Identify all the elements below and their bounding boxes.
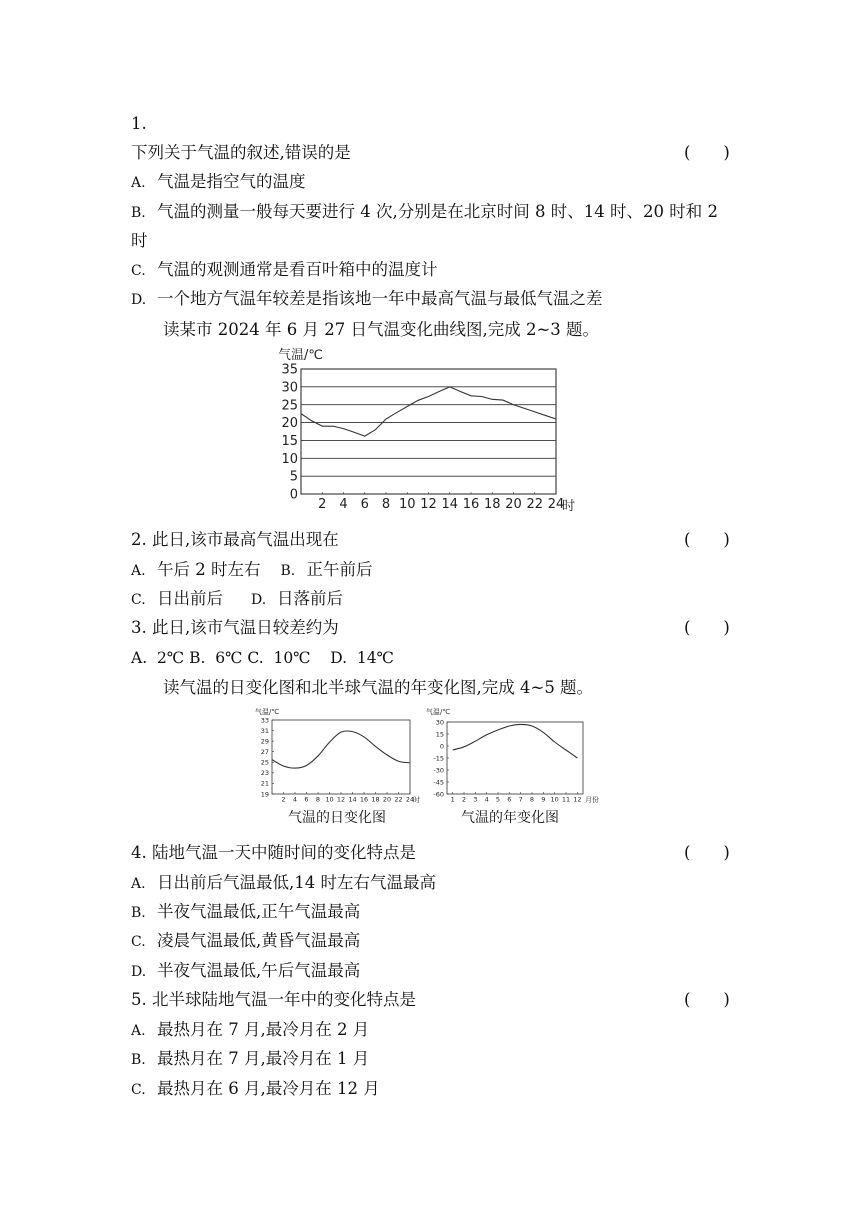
question-4-option-a: A. 日出前后气温最低,14 时左右气温最高: [131, 873, 436, 892]
x-tick-label: 8: [315, 795, 321, 804]
y-tick-label: 35: [281, 362, 298, 378]
question-1-option-b: B. 气温的测量一般每天要进行 4 次,分别是在北京时间 8 时、14 时、20 时和 2: [131, 202, 718, 221]
question-1-option-b-continuation: 时: [131, 231, 148, 250]
y-tick-label: 21: [260, 779, 269, 788]
x-tick-label: 10: [550, 795, 559, 804]
x-tick-label: 12: [420, 497, 437, 512]
x-tick-label: 5: [495, 795, 501, 804]
y-tick-label: 27: [260, 747, 269, 756]
question-4-option-b: B. 半夜气温最低,正午气温最高: [131, 902, 361, 921]
y-axis-label: 气温/℃: [278, 348, 323, 363]
x-tick-label: 20: [505, 497, 522, 512]
y-axis-label: 气温/℃: [255, 708, 280, 716]
x-tick-label: 24: [547, 497, 565, 512]
x-tick-label: 20: [382, 795, 392, 804]
question-1-number: 1.: [131, 114, 147, 133]
x-axis-label: 时: [413, 796, 420, 804]
x-tick-label: 1: [450, 795, 455, 804]
y-tick-label: 20: [281, 416, 298, 432]
x-tick-label: 14: [441, 497, 459, 512]
y-tick-label: -45: [433, 778, 444, 787]
y-tick-label: -15: [433, 754, 444, 763]
y-tick-label: 10: [281, 451, 298, 467]
y-tick-label: 25: [281, 398, 298, 414]
question-5-stem: 5. 北半球陆地气温一年中的变化特点是: [131, 990, 416, 1009]
x-tick-label: 2: [281, 795, 286, 804]
plot-frame: [447, 722, 583, 794]
temperature-line: [453, 724, 578, 758]
y-tick-label: 31: [260, 726, 269, 735]
x-tick-label: 6: [304, 795, 309, 804]
question-5-option-a: A. 最热月在 7 月,最冷月在 2 月: [131, 1020, 370, 1039]
y-tick-label: -30: [433, 766, 444, 775]
daily-temperature-chart: [270, 342, 590, 517]
x-tick-label: 9: [541, 795, 546, 804]
question-3-answer-paren[interactable]: ( ): [684, 618, 730, 637]
question-5-option-b: B. 最热月在 7 月,最冷月在 1 月: [131, 1049, 370, 1068]
intro-questions-4-5: 读气温的日变化图和北半球气温的年变化图,完成 4~5 题。: [163, 678, 594, 697]
temperature-daily-variation-chart: [252, 704, 432, 808]
y-tick-label: 15: [435, 730, 444, 739]
x-tick-label: 14: [348, 795, 357, 804]
x-tick-label: 11: [561, 795, 571, 804]
question-1-option-d: D. 一个地方气温年较差是指该地一年中最高气温与最低气温之差: [131, 289, 603, 308]
x-tick-label: 4: [339, 497, 348, 512]
question-5-option-c: C. 最热月在 6 月,最冷月在 12 月: [131, 1079, 380, 1098]
y-tick-label: -60: [433, 790, 444, 799]
x-tick-label: 12: [573, 795, 582, 804]
y-tick-label: 15: [281, 433, 298, 449]
question-1-stem: 下列关于气温的叙述,错误的是: [131, 143, 351, 162]
x-tick-label: 12: [336, 795, 346, 804]
y-tick-label: 33: [260, 716, 269, 725]
x-tick-label: 2: [318, 497, 327, 512]
temperature-line: [272, 731, 410, 768]
question-4-option-c: C. 凌晨气温最低,黄昏气温最高: [131, 931, 361, 950]
question-3-stem: 3. 此日,该市气温日较差约为: [131, 618, 339, 637]
question-4-stem: 4. 陆地气温一天中随时间的变化特点是: [131, 843, 416, 862]
x-tick-label: 18: [371, 795, 380, 804]
x-tick-label: 18: [483, 497, 501, 512]
question-2-stem: 2. 此日,该市最高气温出现在: [131, 530, 339, 549]
x-tick-label: 24: [405, 795, 415, 804]
y-tick-label: 23: [260, 769, 269, 778]
x-tick-label: 6: [507, 795, 512, 804]
question-1-option-c: C. 气温的观测通常是看百叶箱中的温度计: [131, 260, 438, 279]
x-tick-label: 22: [394, 795, 403, 804]
y-tick-label: 0: [289, 487, 298, 503]
question-4-option-d: D. 半夜气温最低,午后气温最高: [131, 961, 361, 980]
plot-frame: [301, 369, 556, 494]
x-tick-label: 16: [462, 497, 480, 512]
x-tick-label: 8: [381, 497, 391, 512]
x-tick-label: 4: [292, 795, 298, 804]
question-1-answer-paren[interactable]: ( ): [684, 143, 730, 162]
x-tick-label: 8: [529, 795, 535, 804]
intro-questions-2-3: 读某市 2024 年 6 月 27 日气温变化曲线图,完成 2~3 题。: [163, 320, 600, 339]
temperature-annual-variation-chart: [423, 704, 608, 808]
question-3-options: A. 2℃ B. 6℃ C. 10℃ D. 14℃: [131, 649, 394, 667]
x-tick-label: 10: [398, 497, 416, 512]
x-tick-label: 7: [518, 795, 523, 804]
x-tick-label: 10: [325, 795, 334, 804]
question-5-answer-paren[interactable]: ( ): [684, 990, 730, 1009]
daily-variation-chart-caption: 气温的日变化图: [288, 810, 386, 826]
x-tick-label: 3: [473, 795, 478, 804]
question-2-options-cd: C. 日出前后 D. 日落前后: [131, 589, 343, 608]
y-tick-label: 5: [289, 469, 298, 485]
question-4-answer-paren[interactable]: ( ): [684, 843, 730, 862]
question-2-options-ab: A. 午后 2 时左右 B. 正午前后: [131, 560, 373, 579]
y-axis-label: 气温/℃: [426, 708, 451, 716]
annual-variation-chart-caption: 气温的年变化图: [461, 810, 559, 826]
x-axis-label: 月份: [585, 796, 599, 804]
x-tick-label: 22: [526, 497, 544, 512]
x-tick-label: 6: [360, 497, 369, 512]
x-tick-label: 2: [461, 795, 467, 804]
y-tick-label: 25: [260, 758, 269, 767]
y-tick-label: 29: [260, 737, 269, 746]
x-axis-label: 时: [562, 499, 576, 514]
x-tick-label: 4: [484, 795, 489, 804]
y-tick-label: 19: [260, 790, 269, 799]
question-1-option-a: A. 气温是指空气的温度: [131, 172, 306, 191]
y-tick-label: 30: [281, 380, 298, 396]
y-tick-label: 0: [439, 742, 444, 751]
question-2-answer-paren[interactable]: ( ): [684, 530, 730, 549]
y-tick-label: 30: [435, 718, 444, 727]
x-tick-label: 16: [359, 795, 369, 804]
temperature-line: [301, 387, 556, 436]
